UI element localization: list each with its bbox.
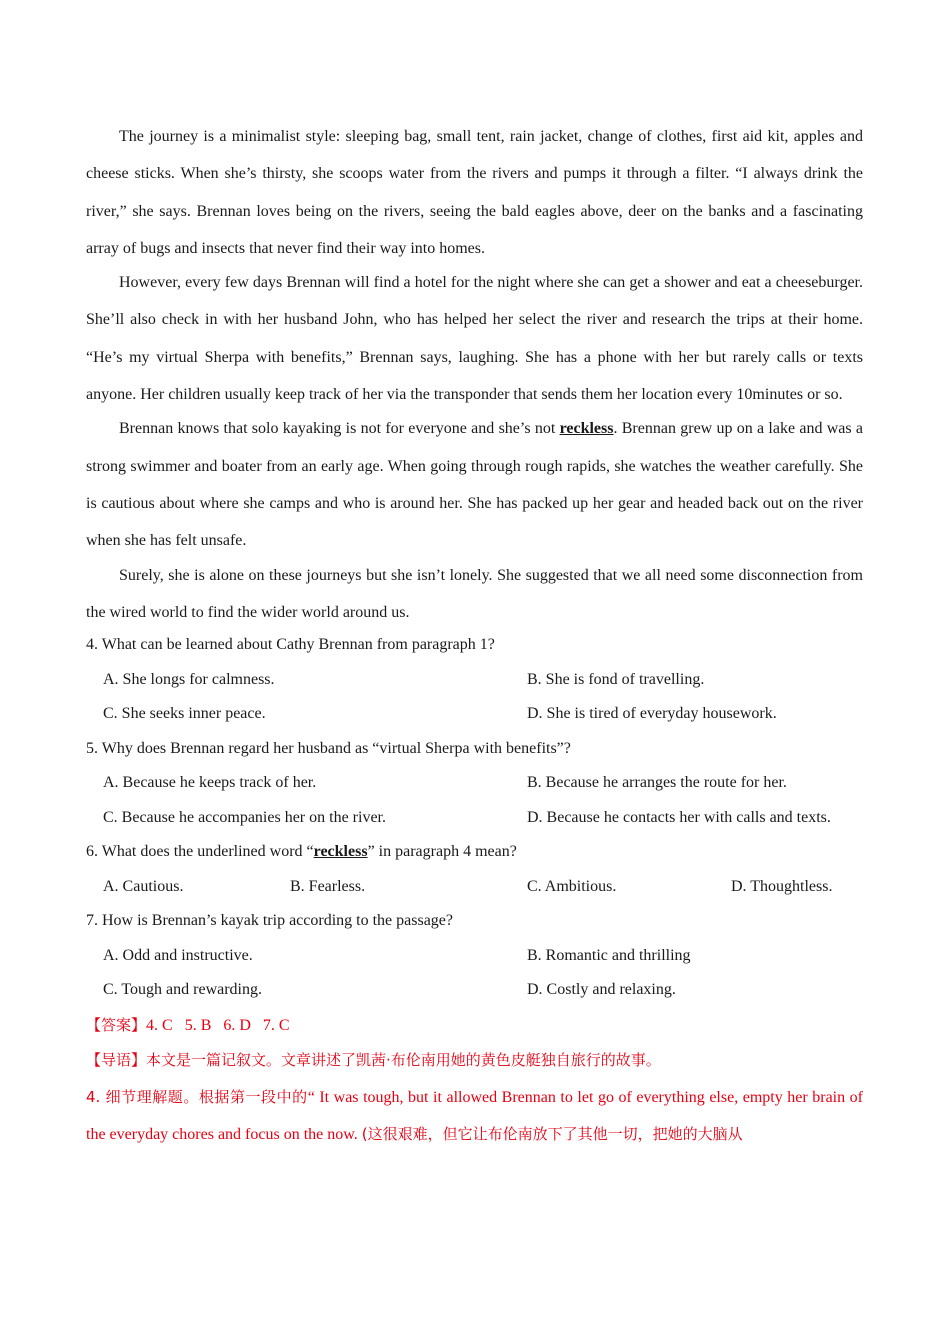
answer-key [86, 1008, 863, 1044]
option-5d: D. Because he contacts her with calls and texts. [527, 808, 831, 826]
option-4b: B. She is fond of travelling. [527, 670, 705, 688]
option-5a: A. Because he keeps track of her. [103, 774, 317, 792]
guide-text: 本文是一篇记叙文。文章讲述了凯茜·布伦南用她的黄色皮艇独自旅行的故事。 [146, 1051, 661, 1070]
guide-line [86, 1043, 863, 1079]
option-6a: A. Cautious. [103, 877, 184, 895]
q6-stem-after: ” in paragraph 4 mean? [367, 843, 517, 861]
option-4a: A. She longs for calmness. [103, 670, 275, 688]
question-5-stem: 5. Why does Brennan regard her husband as “virtual Sherpa with benefits”? [86, 739, 571, 757]
question-4-stem: 4. What can be learned about Cathy Brennan from paragraph 1? [86, 636, 495, 654]
document-page [86, 118, 863, 1154]
p3-text-before: Brennan knows that solo kayaking is not for everyone and she’s not [119, 420, 560, 438]
passage-paragraph-1: The journey is a minimalist style: sleeping bag, small tent, rain jacket, change of clothes, first aid kit, apples and cheese sticks. When she’s thirsty, she scoops water from the rivers and pumps it through a filter. “I always drink the river,” she says. Brennan loves being on the rivers, seeing the bald eagles above, deer on the banks and a fascinating array of bugs and insects that never find their way into homes. [86, 128, 863, 257]
passage-paragraph-2: However, every few days Brennan will find a hotel for the night where she can get a shower and eat a cheeseburger. She’ll also check in with her husband John, who has helped her select the river and research the trips at their home. “He’s my virtual Sherpa with benefits,” Brennan says, laughing. She has a phone with her but rarely calls or texts anyone. Her children usually keep track of her via the transponder that sends them her location every 10minutes or so. [86, 274, 863, 404]
explanation-quote: “ It was tough, but it allowed Brennan to let go of everything else, empty her brain of the everyday chores and focus on the now. [86, 1088, 863, 1144]
answer-item-1: 4. C [146, 1016, 173, 1034]
explanation-prefix: 4. 细节理解题。根据第一段中的 [86, 1087, 308, 1106]
option-7d: D. Costly and relaxing. [527, 981, 676, 999]
answer-item-3: 6. D [223, 1016, 251, 1034]
guide-label: 【导语】 [86, 1051, 147, 1070]
option-5c: C. Because he accompanies her on the river. [103, 808, 386, 826]
p3-text-after: . Brennan grew up on a lake and was a strong swimmer and boater from an early age. When going through rough rapids, she watches the weather carefully. She is cautious about where she camps and who is around her. She has packed up her gear and headed back out on the river when she has felt unsafe. [86, 420, 863, 550]
question-7-stem: 7. How is Brennan’s kayak trip according to the passage? [86, 912, 454, 930]
explanation-translation: (这很艰难，但它让布伦南放下了其他一切，把她的大脑从 [361, 1125, 743, 1144]
option-6c: C. Ambitious. [527, 877, 617, 895]
passage-paragraph-4: Surely, she is alone on these journeys but she isn’t lonely. She suggested that we all need some disconnection from the wired world to find the wider world around us. [86, 566, 863, 621]
option-7b: B. Romantic and thrilling [527, 946, 691, 964]
explanation-q4 [86, 1079, 863, 1154]
option-5b: B. Because he arranges the route for her. [527, 774, 787, 792]
option-7a: A. Odd and instructive. [103, 946, 253, 964]
answer-label: 【答案】 [86, 1015, 147, 1034]
passage-paragraph-3 [86, 410, 863, 559]
option-4c: C. She seeks inner peace. [103, 705, 266, 723]
answer-item-4: 7. C [262, 1016, 290, 1034]
option-6d: D. Thoughtless. [731, 877, 833, 895]
option-7c: C. Tough and rewarding. [103, 981, 262, 999]
option-6b: B. Fearless. [290, 877, 366, 895]
question-4-options [86, 663, 863, 732]
q6-underlined-word: reckless [313, 843, 368, 861]
question-7-options [86, 939, 863, 1008]
question-6-options [86, 870, 863, 905]
q6-stem-before: 6. What does the underlined word “ [86, 843, 314, 861]
underlined-word-reckless: reckless [559, 420, 614, 438]
option-4d: D. She is tired of everyday housework. [527, 705, 777, 723]
answer-item-2: 5. B [184, 1016, 212, 1034]
question-5-options [86, 766, 863, 835]
question-6-stem [86, 835, 863, 870]
